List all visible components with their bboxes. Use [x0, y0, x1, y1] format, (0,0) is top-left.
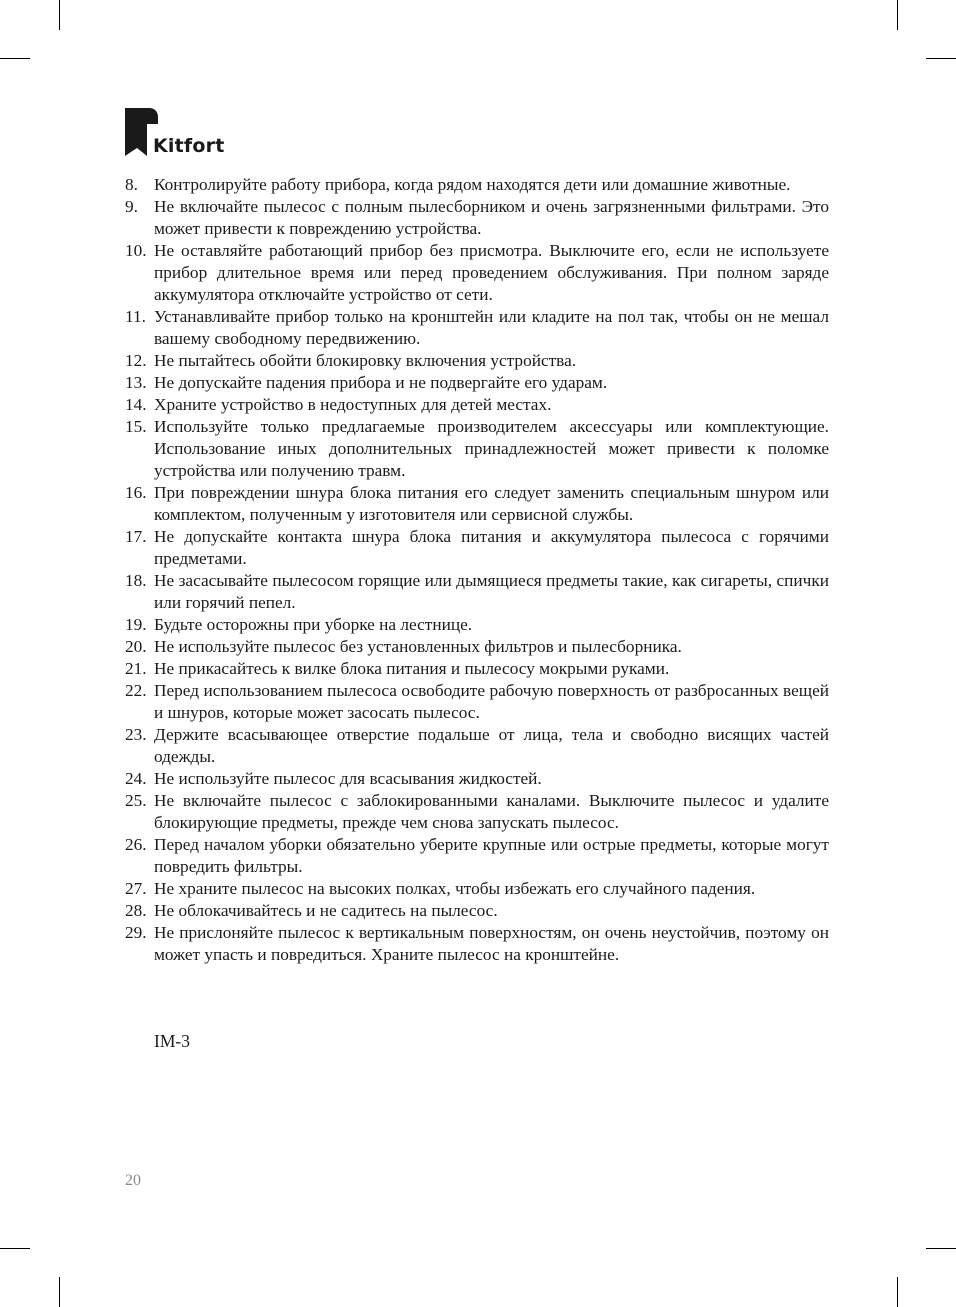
crop-mark-bottom-left-v [59, 1277, 60, 1307]
crop-mark-top-right-h [926, 58, 956, 59]
list-item [125, 306, 829, 350]
list-item [125, 614, 829, 636]
list-item [125, 768, 829, 790]
list-item [125, 416, 829, 482]
item-number: 19. [125, 615, 147, 634]
list-item [125, 658, 829, 680]
page-number: 20 [125, 1172, 141, 1189]
item-text: Будьте осторожны при уборке на лестнице. [154, 615, 473, 634]
item-number: 13. [125, 373, 147, 392]
item-text: Перед использованием пылесоса освободите рабочую поверхность от разбросанных вещей и шнуров, которые может засосать пылесос. [154, 681, 829, 722]
list-item [125, 790, 829, 834]
list-item [125, 350, 829, 372]
list-item [125, 724, 829, 768]
item-text: Не допускайте падения прибора и не подвергайте его ударам. [154, 373, 608, 392]
crop-mark-top-left-h [0, 58, 30, 59]
item-number: 10. [125, 241, 147, 260]
list-item [125, 900, 829, 922]
list-item [125, 196, 829, 240]
item-text: Не засасывайте пылесосом горящие или дымящиеся предметы такие, как сигареты, спички или горячий пепел. [154, 571, 829, 612]
model-code: IM-3 [154, 1031, 190, 1051]
list-item [125, 570, 829, 614]
item-text: Не храните пылесос на высоких полках, чтобы избежать его случайного падения. [154, 879, 756, 898]
item-number: 11. [125, 307, 146, 326]
item-number: 27. [125, 879, 147, 898]
item-text: Устанавливайте прибор только на кронштейн или кладите на пол так, чтобы он не мешал вашему свободному передвижению. [154, 307, 829, 348]
item-text: Контролируйте работу прибора, когда рядом находятся дети или домашние животные. [154, 175, 791, 194]
item-text: Не допускайте контакта шнура блока питания и аккумулятора пылесоса с горячими предметами. [154, 527, 829, 568]
item-text: Используйте только предлагаемые производителем аксессуары или комплектующие. Использование иных дополнительных принадлежностей может привести к поломке устройства или получению травм. [154, 417, 829, 480]
item-number: 9. [125, 197, 138, 216]
item-number: 12. [125, 351, 147, 370]
item-number: 16. [125, 483, 147, 502]
list-item [125, 680, 829, 724]
item-text: Не оставляйте работающий прибор без присмотра. Выключите его, если не используете прибор длительное время или перед проведением обслуживания. При полном заряде аккумулятора отключайте устройство от сети. [154, 241, 829, 304]
list-item [125, 482, 829, 526]
item-number: 24. [125, 769, 147, 788]
item-number: 18. [125, 571, 147, 590]
item-text: Не используйте пылесос для всасывания жидкостей. [154, 769, 542, 788]
item-number: 15. [125, 417, 147, 436]
item-text: Храните устройство в недоступных для детей местах. [154, 395, 552, 414]
item-number: 23. [125, 725, 147, 744]
safety-instructions-list [125, 174, 829, 966]
list-item [125, 372, 829, 394]
list-item [125, 878, 829, 900]
crop-mark-bottom-right-h [926, 1248, 956, 1249]
item-number: 20. [125, 637, 147, 656]
item-text: При повреждении шнура блока питания его следует заменить специальным шнуром или комплектом, полученным у изготовителя или сервисной службы. [154, 483, 829, 524]
item-number: 21. [125, 659, 147, 678]
brand-logo [125, 108, 235, 158]
item-number: 28. [125, 901, 147, 920]
item-number: 29. [125, 923, 147, 942]
item-number: 8. [125, 175, 138, 194]
crop-mark-bottom-right-v [897, 1277, 898, 1307]
list-item [125, 636, 829, 658]
list-item [125, 526, 829, 570]
item-text: Не прикасайтесь к вилке блока питания и пылесосу мокрыми руками. [154, 659, 670, 678]
crop-mark-bottom-left-h [0, 1248, 30, 1249]
item-number: 25. [125, 791, 147, 810]
item-text: Не включайте пылесос с полным пылесборником и очень загрязненными фильтрами. Это может привести к повреждению устройства. [154, 197, 829, 238]
list-item [125, 174, 829, 196]
item-number: 17. [125, 527, 147, 546]
item-number: 14. [125, 395, 147, 414]
list-item [125, 922, 829, 966]
item-text: Держите всасывающее отверстие подальше от лица, тела и свободно висящих частей одежды. [154, 725, 829, 766]
item-text: Не используйте пылесос без установленных фильтров и пылесборника. [154, 637, 682, 656]
crop-mark-top-right-v [897, 0, 898, 30]
item-text: Не прислоняйте пылесос к вертикальным поверхностям, он очень неустойчив, поэтому он может упасть и повредиться. Храните пылесос на кронштейне. [154, 923, 829, 964]
list-item [125, 834, 829, 878]
item-number: 22. [125, 681, 147, 700]
list-item [125, 394, 829, 416]
item-text: Не облокачивайтесь и не садитесь на пылесос. [154, 901, 498, 920]
list-item [125, 240, 829, 306]
brand-name: Kitfort [153, 135, 225, 157]
item-text: Не включайте пылесос с заблокированными каналами. Выключите пылесос и удалите блокирующие предметы, прежде чем снова запускать пылесос. [154, 791, 829, 832]
item-text: Не пытайтесь обойти блокировку включения устройства. [154, 351, 577, 370]
item-number: 26. [125, 835, 147, 854]
crop-mark-top-left-v [59, 0, 60, 30]
item-text: Перед началом уборки обязательно уберите крупные или острые предметы, которые могут повредить фильтры. [154, 835, 829, 876]
